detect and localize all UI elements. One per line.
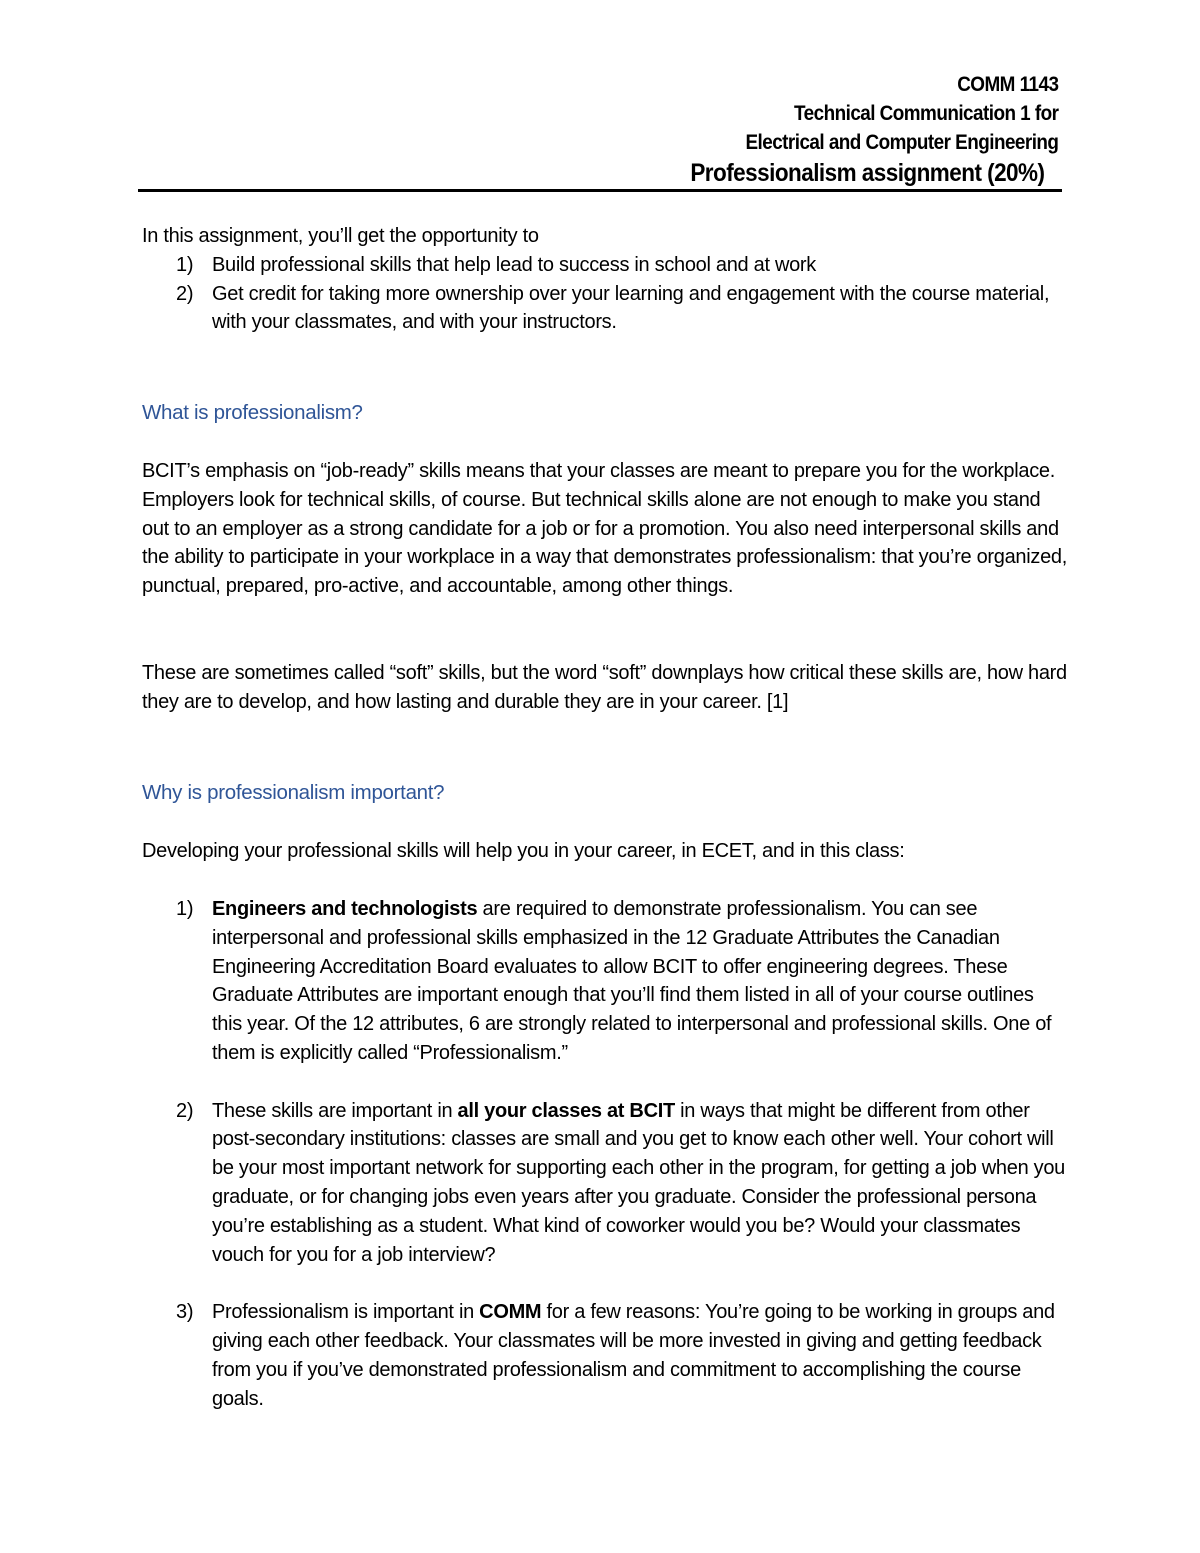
- list-emphasis: all your classes at BCIT: [457, 1099, 675, 1122]
- list-item: [142, 1298, 1067, 1413]
- section-heading-what: What is professionalism?: [142, 401, 363, 424]
- header-divider: [138, 189, 1062, 192]
- course-title-line2: Electrical and Computer Engineering: [745, 131, 1058, 154]
- document-header: [651, 70, 1058, 189]
- list-item: [142, 1097, 1067, 1270]
- list-number: 3): [176, 1301, 194, 1324]
- list-text-pre: These skills are important in: [212, 1099, 458, 1122]
- intro-list: [142, 251, 1067, 337]
- list-text-pre: Professionalism is important in: [212, 1301, 480, 1324]
- section1-para1: BCIT’s emphasis on “job-ready” skills means that your classes are meant to prepare you for the workplace. Employers look for technical skills, of course. But technical skills alone are not enough to make you stand out to an employer as a strong candidate for a job or for a promotion. You also need interpersonal skills and the ability to participate in your workplace in a way that demonstrates professionalism: that you’re organized, punctual, prepared, pro-active, and accountable, among other things.: [142, 460, 1067, 598]
- assignment-title: Professionalism assignment (20%): [689, 159, 1044, 187]
- section-heading-why: Why is professionalism important?: [142, 781, 445, 804]
- list-item: [142, 251, 1067, 280]
- list-text: Build professional skills that help lead to success in school and at work: [212, 253, 816, 276]
- list-number: 1): [176, 253, 194, 276]
- section2-lead: Developing your professional skills will help you in your career, in ECET, and in this class:: [142, 840, 905, 862]
- list-text: Get credit for taking more ownership over your learning and engagement with the course material, with your classmates, and with your instructors.: [212, 282, 1050, 334]
- course-title-line1: Technical Communication 1 for: [793, 102, 1058, 125]
- intro-lead: In this assignment, you’ll get the opportunity to: [142, 225, 539, 247]
- list-item: [142, 280, 1067, 338]
- list-text: for a few reasons: You’re going to be working in groups and giving each other feedback. Your classmates will be more invested in giving and getting feedback from you if you’ve demonstrated professionalism and commitment to accomplishing the course goals.: [212, 1301, 1055, 1410]
- list-emphasis: COMM: [479, 1301, 542, 1324]
- list-text: are required to demonstrate professionalism. You can see interpersonal and professional skills emphasized in the 12 Graduate Attributes the Canadian Engineering Accreditation Board evaluates to allow BCIT to offer engineering degrees. These Graduate Attributes are important enough that you’ll find them listed in all of your course outlines this year. Of the 12 attributes, 6 are strongly related to interpersonal and professional skills. One of them is explicitly called “Professionalism.”: [212, 898, 1052, 1064]
- list-item: [142, 895, 1067, 1068]
- list-number: 2): [176, 282, 194, 305]
- intro-section: [142, 222, 1067, 337]
- course-code: COMM 1143: [956, 73, 1058, 96]
- section1-para2: These are sometimes called “soft” skills, but the word “soft” downplays how critical these skills are, how hard they are to develop, and how lasting and durable they are in your career. [1]: [142, 662, 1067, 713]
- list-number: 2): [176, 1099, 194, 1122]
- list-number: 1): [176, 898, 194, 920]
- list-text: in ways that might be different from other post-secondary institutions: classes are small and you get to know each other well. Your cohort will be your most important network for supporting each other in the program, for getting a job when you graduate, or for changing jobs even years after you graduate. Consider the professional persona you’re establishing as a student. What kind of coworker would you be? Would your classmates vouch for you for a job interview?: [212, 1099, 1066, 1266]
- list-emphasis: Engineers and technologists: [212, 898, 478, 920]
- section2-list: [142, 895, 1067, 1413]
